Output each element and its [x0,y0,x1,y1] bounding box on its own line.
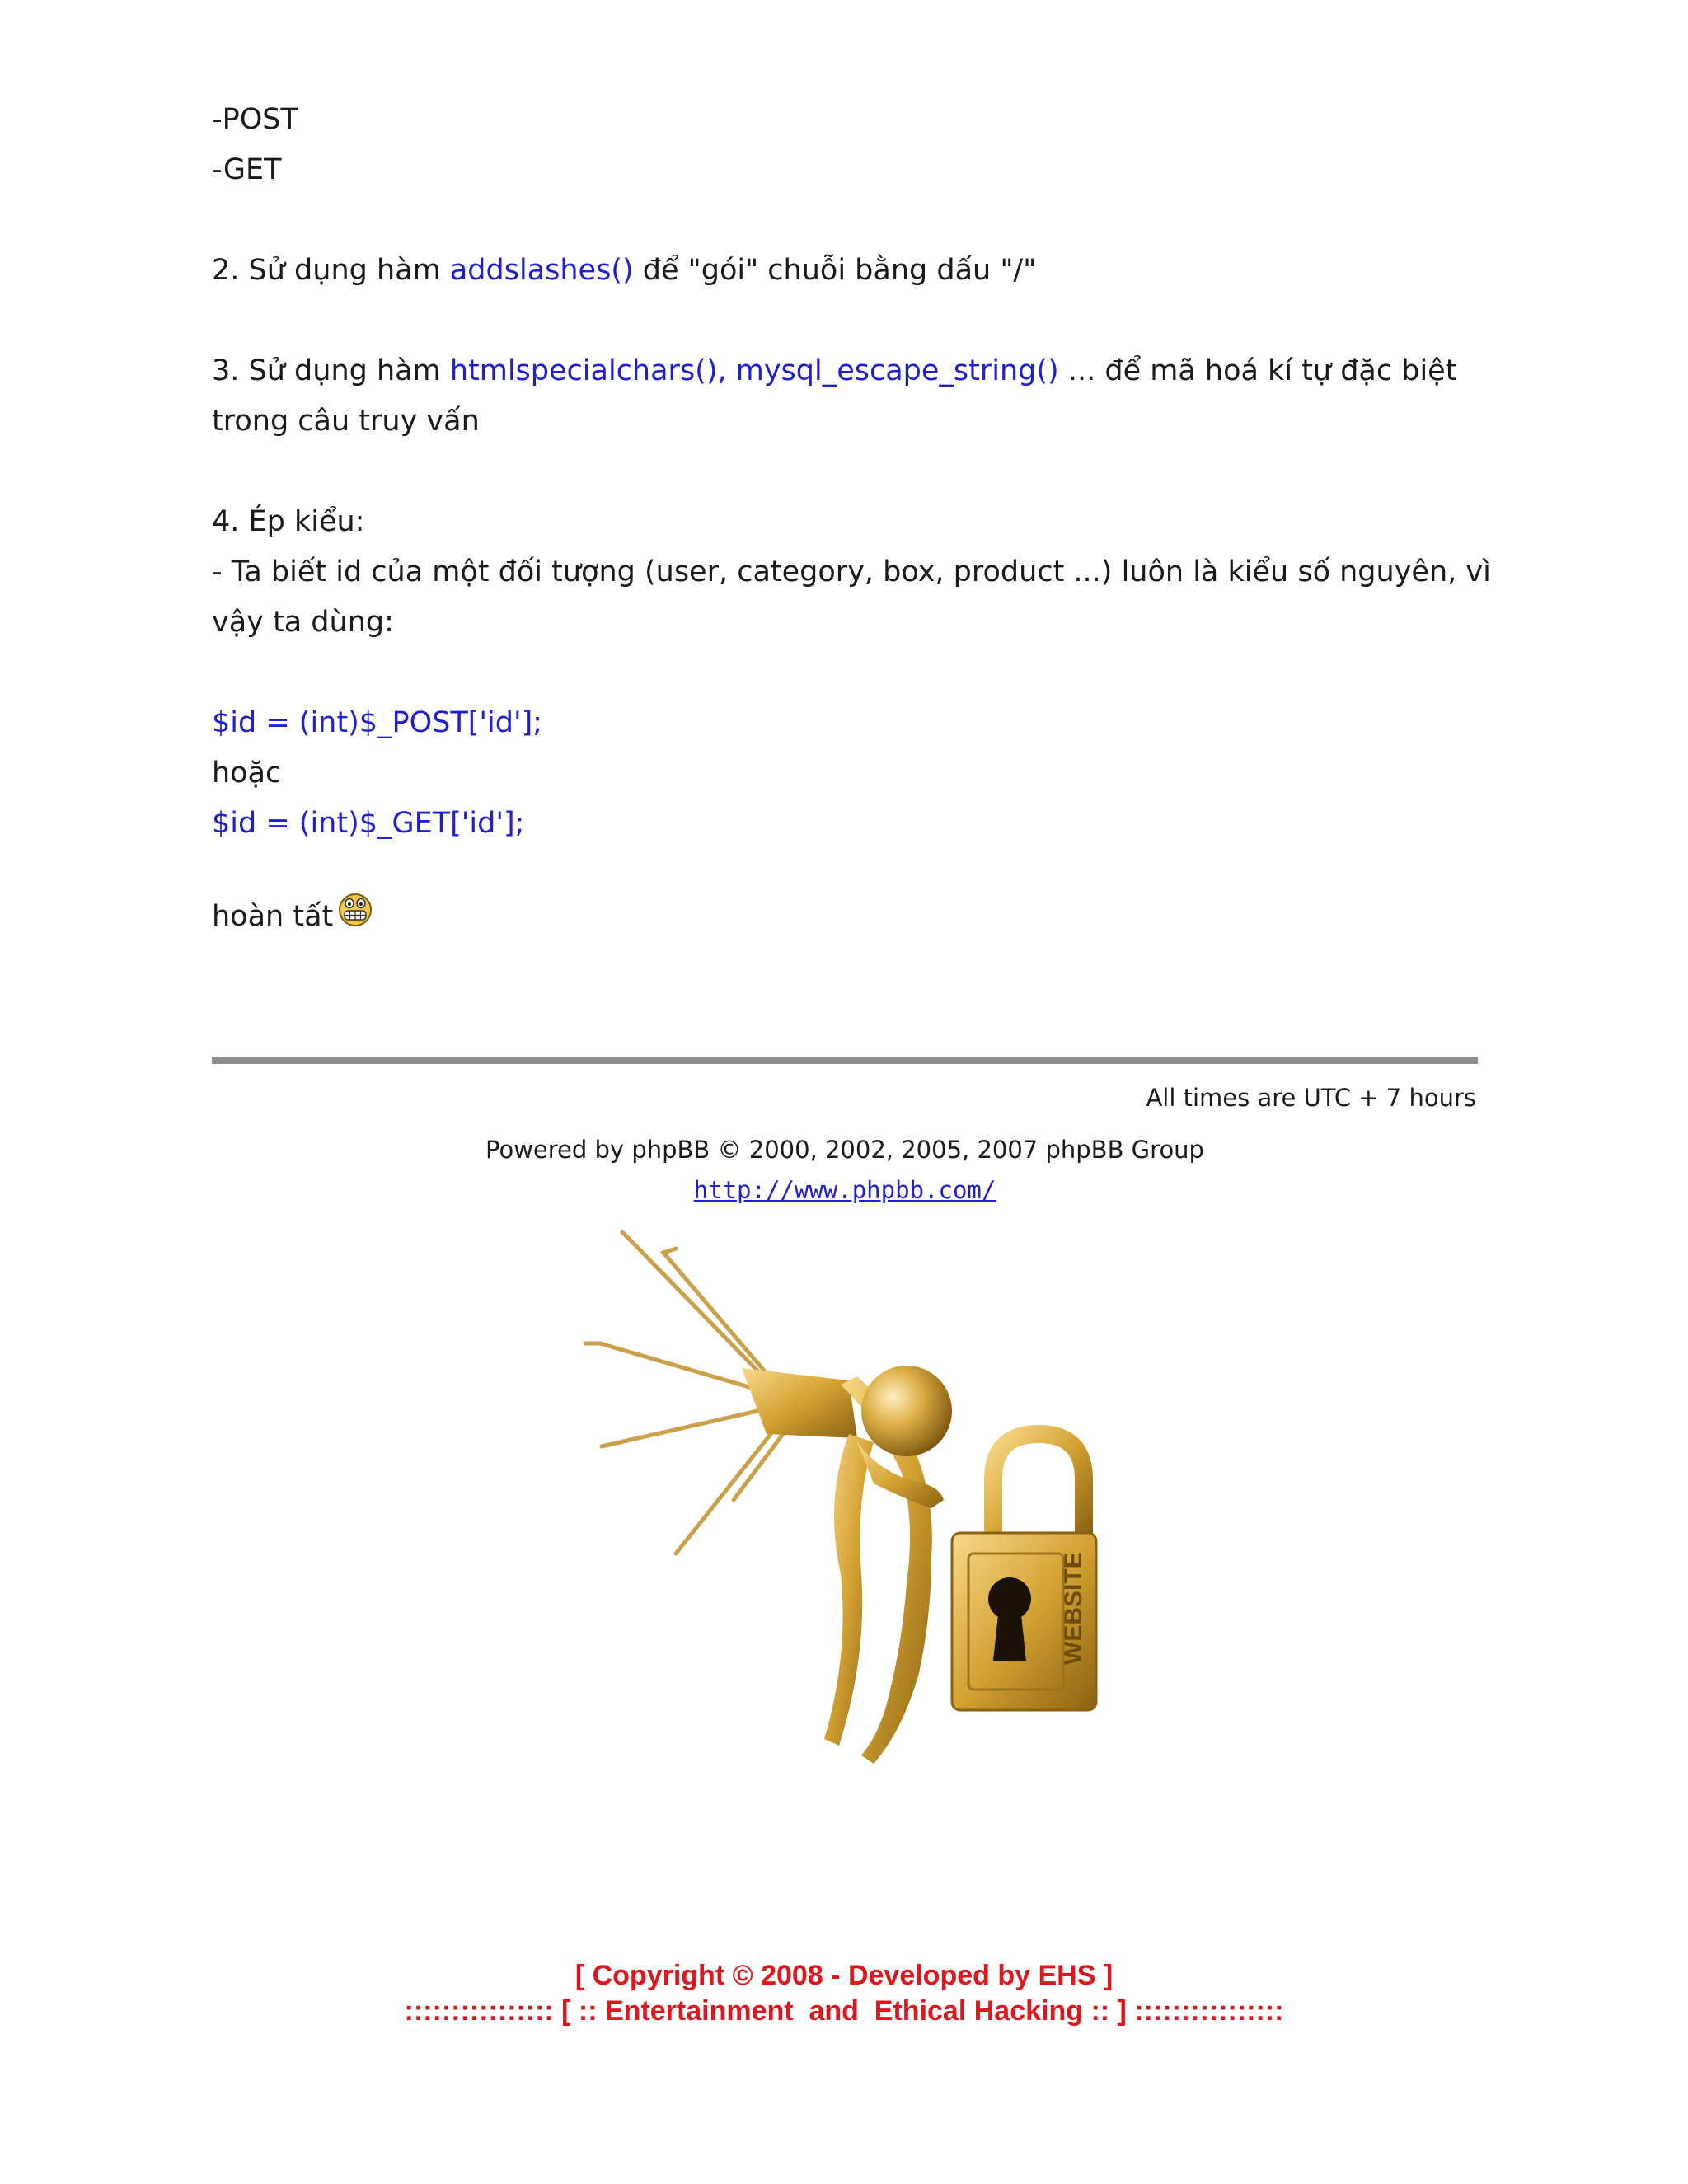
step-3-suffix: ... để mã hoá kí tự đặc biệt [1058,354,1457,387]
step-2-prefix: 2. Sử dụng hàm [212,254,450,287]
method-get-text: -GET [212,153,282,186]
post-body [212,95,1491,942]
spacer [212,296,1478,346]
phpbb-link-wrap [212,1174,1478,1207]
code-post: $id = (int)$_POST['id']; [212,706,543,739]
done-line [212,892,1478,942]
step-3-prefix: 3. Sử dụng hàm [212,354,450,387]
step-4-title: 4. Ép kiểu: [212,505,365,538]
spacer [212,648,1478,698]
phpbb-link[interactable]: http://www.phpbb.com/ [693,1176,996,1204]
method-post-text: -POST [212,103,298,136]
step-2 [212,246,1478,296]
addslashes-function: addslashes() [449,254,634,287]
step-4-desc-line-2: vậy ta dùng: [212,606,394,639]
step-4-desc-line-1: - Ta biết id của một đối tượng (user, category, box, product ...) luôn là kiểu số nguyên, vì [212,555,1491,588]
timezone-note: All times are UTC + 7 hours [1146,1084,1476,1112]
lockpick-figure-illustration [577,1228,1113,1788]
powered-by-text: Powered by phpBB © 2000, 2002, 2005, 2007 phpBB Group [485,1136,1204,1164]
code-get: $id = (int)$_GET['id']; [212,807,525,840]
spacer [212,849,1478,892]
footer-divider [212,1057,1478,1064]
step-2-suffix: để "gói" chuỗi bằng dấu "/" [633,254,1037,287]
copyright-text: [ Copyright © 2008 - Developed by EHS ] [574,1960,1114,1991]
step-3-line-2: trong câu truy vấn [212,405,480,438]
site-tagline: :::::::::::::::: [ :: Entertainment and Ethical Hacking :: ] :::::::::::::::: [404,1995,1284,2027]
step-3 [212,346,1478,396]
or-text: hoặc [212,757,282,790]
lock-label: WEBSITE [1060,1552,1087,1665]
grin-smiley-icon [338,893,373,927]
escape-functions: htmlspecialchars(), mysql_escape_string() [449,354,1059,387]
spacer [212,195,1478,246]
done-text: hoàn tất [212,900,334,933]
spacer [212,447,1478,497]
